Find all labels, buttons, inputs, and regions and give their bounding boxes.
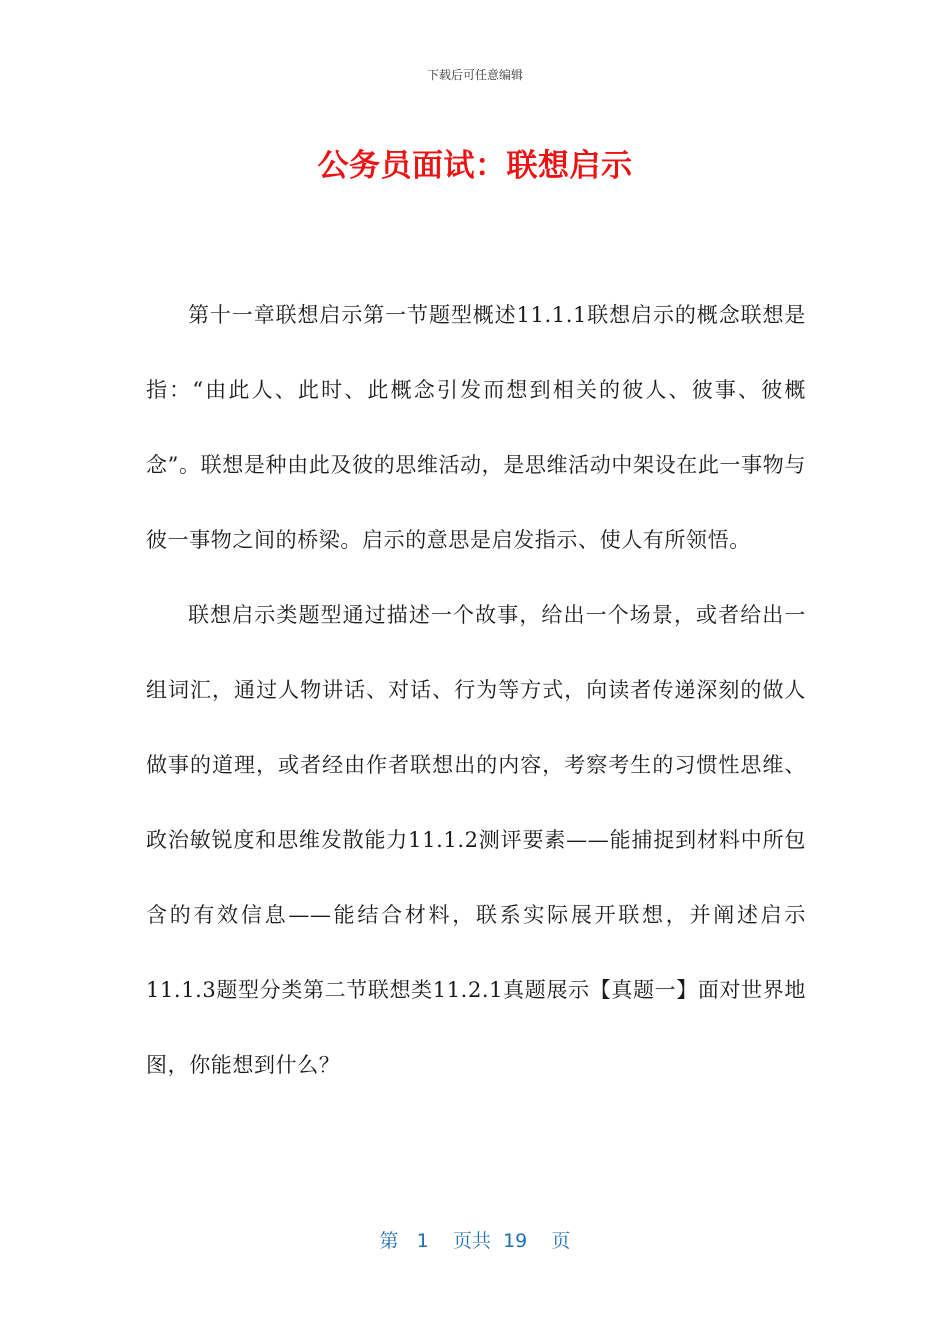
page-label-middle: 页共 (452, 1230, 491, 1252)
page-label-suffix: 页 (551, 1230, 571, 1252)
document-title: 公务员面试：联想启示 (317, 148, 633, 184)
paragraph: 第十一章联想启示第一节题型概述11.1.1联想启示的概念联想是指：“由此人、此时、此概念引发而想到相关的彼人、彼事、彼概念”。联想是种由此及彼的思维活动，是思维活动中架设在此一事物与彼一事物之间的桥梁。启示的意思是启发指示、使人有所领悟。 (146, 303, 806, 552)
page-label-prefix: 第 (379, 1230, 399, 1252)
page-footer (0, 1226, 950, 1253)
total-pages-number: 19 (503, 1230, 528, 1252)
header-note: 下载后可任意编辑 (426, 68, 523, 82)
document-body (146, 278, 806, 1103)
paragraph: 联想启示类题型通过描述一个故事，给出一个场景，或者给出一组词汇，通过人物讲话、对话、行为等方式，向读者传递深刻的做人做事的道理，或者经由作者联想出的内容，考察考生的习惯性思维、政治敏锐度和思维发散能力11.1.2测评要素——能捕捉到材料中所包含的有效信息——能结合材料，联系实际展开联想，并阐述启示11.1.3题型分类第二节联想类11.2.1真题展示【真题一】面对世界地图，你能想到什么？ (146, 603, 806, 1077)
current-page-number: 1 (416, 1230, 429, 1252)
